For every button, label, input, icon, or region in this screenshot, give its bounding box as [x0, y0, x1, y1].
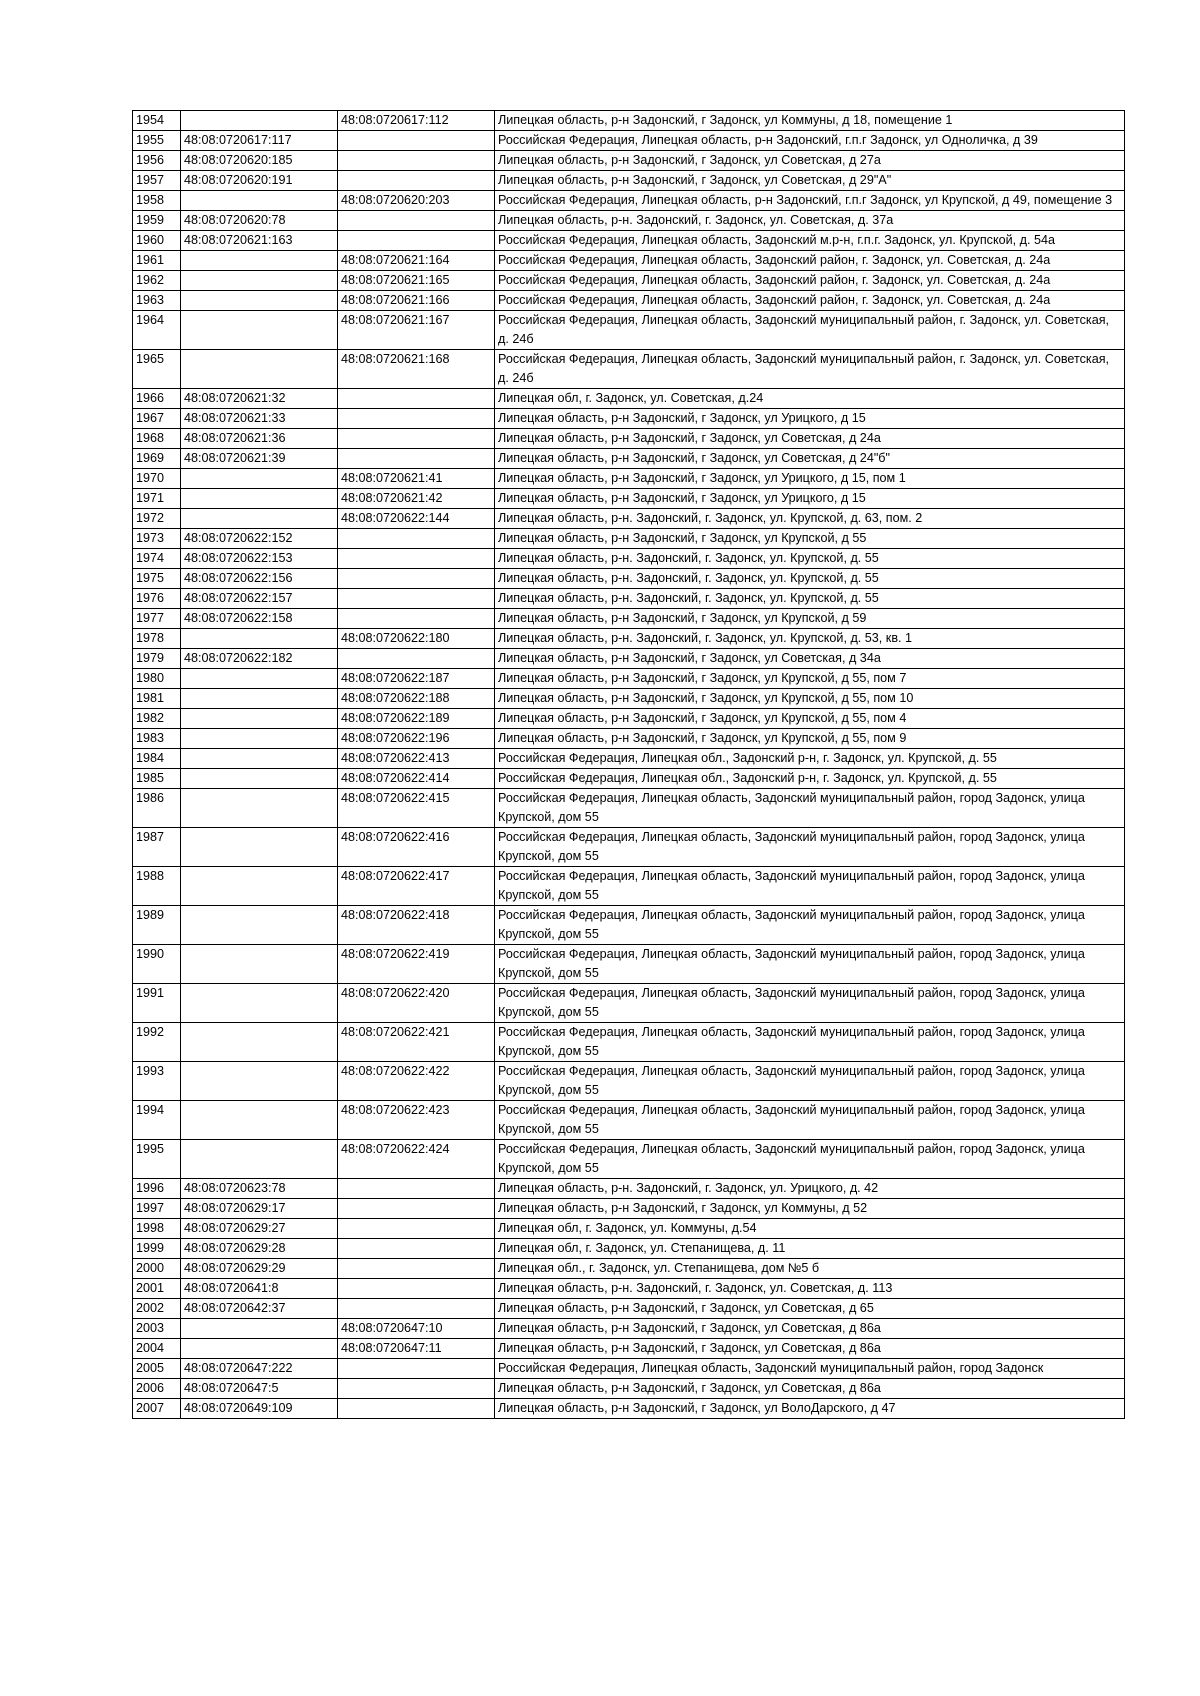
- cadastral-number-premises: 48:08:0720621:165: [338, 271, 495, 291]
- cadastral-number-building: [181, 1062, 338, 1101]
- row-number: 1974: [133, 549, 181, 569]
- cadastral-number-premises: 48:08:0720622:419: [338, 945, 495, 984]
- address: Российская Федерация, Липецкая область, Задонский муниципальный район, город Задонск, улица Крупской, дом 55: [495, 1101, 1125, 1140]
- cadastral-number-premises: [338, 609, 495, 629]
- row-number: 1958: [133, 191, 181, 211]
- address: Липецкая область, р-н. Задонский, г. Задонск, ул. Крупской, д. 53, кв. 1: [495, 629, 1125, 649]
- cadastral-number-premises: 48:08:0720622:144: [338, 509, 495, 529]
- row-number: 1997: [133, 1199, 181, 1219]
- registry-table-body: [133, 111, 1125, 1419]
- row-number: 2003: [133, 1319, 181, 1339]
- address: Липецкая область, р-н Задонский, г Задонск, ул Советская, д 86а: [495, 1339, 1125, 1359]
- address: Липецкая область, р-н. Задонский, г. Задонск, ул. Урицкого, д. 42: [495, 1179, 1125, 1199]
- table-row: [133, 251, 1125, 271]
- cadastral-number-premises: [338, 429, 495, 449]
- cadastral-number-premises: 48:08:0720622:180: [338, 629, 495, 649]
- row-number: 1985: [133, 769, 181, 789]
- row-number: 2001: [133, 1279, 181, 1299]
- row-number: 1999: [133, 1239, 181, 1259]
- cadastral-number-building: 48:08:0720617:117: [181, 131, 338, 151]
- table-row: [133, 689, 1125, 709]
- cadastral-number-building: [181, 906, 338, 945]
- row-number: 2007: [133, 1399, 181, 1419]
- cadastral-number-premises: 48:08:0720622:188: [338, 689, 495, 709]
- address: Российская Федерация, Липецкая область, Задонский муниципальный район, город Задонск, улица Крупской, дом 55: [495, 828, 1125, 867]
- cadastral-number-building: [181, 311, 338, 350]
- row-number: 1992: [133, 1023, 181, 1062]
- address: Липецкая область, р-н. Задонский, г. Задонск, ул. Крупской, д. 55: [495, 569, 1125, 589]
- table-row: [133, 211, 1125, 231]
- cadastral-number-premises: [338, 171, 495, 191]
- cadastral-number-building: 48:08:0720622:158: [181, 609, 338, 629]
- row-number: 1956: [133, 151, 181, 171]
- address: Липецкая область, р-н. Задонский, г. Задонск, ул. Крупской, д. 55: [495, 549, 1125, 569]
- table-row: [133, 1339, 1125, 1359]
- cadastral-number-building: 48:08:0720620:191: [181, 171, 338, 191]
- row-number: 1960: [133, 231, 181, 251]
- cadastral-number-premises: [338, 151, 495, 171]
- cadastral-number-premises: [338, 231, 495, 251]
- address: Липецкая обл, г. Задонск, ул. Советская, д.24: [495, 389, 1125, 409]
- table-row: [133, 1259, 1125, 1279]
- cadastral-number-premises: [338, 589, 495, 609]
- row-number: 1962: [133, 271, 181, 291]
- cadastral-number-building: [181, 729, 338, 749]
- cadastral-number-building: [181, 291, 338, 311]
- address: Российская Федерация, Липецкая обл., Задонский р-н, г. Задонск, ул. Крупской, д. 55: [495, 769, 1125, 789]
- address: Липецкая область, р-н Задонский, г Задонск, ул Крупской, д 55, пом 9: [495, 729, 1125, 749]
- cadastral-number-building: [181, 629, 338, 649]
- row-number: 1981: [133, 689, 181, 709]
- cadastral-number-premises: 48:08:0720622:423: [338, 1101, 495, 1140]
- address: Российская Федерация, Липецкая область, Задонский муниципальный район, г. Задонск, ул. Советская, д. 24б: [495, 350, 1125, 389]
- cadastral-number-premises: 48:08:0720621:168: [338, 350, 495, 389]
- cadastral-number-building: [181, 984, 338, 1023]
- address: Российская Федерация, Липецкая область, Задонский район, г. Задонск, ул. Советская, д. 24а: [495, 291, 1125, 311]
- cadastral-number-premises: 48:08:0720622:415: [338, 789, 495, 828]
- address: Липецкая область, р-н Задонский, г Задонск, ул Урицкого, д 15: [495, 489, 1125, 509]
- cadastral-number-building: [181, 789, 338, 828]
- table-row: [133, 1279, 1125, 1299]
- cadastral-number-building: [181, 945, 338, 984]
- cadastral-number-premises: 48:08:0720647:10: [338, 1319, 495, 1339]
- address: Российская Федерация, Липецкая область, Задонский муниципальный район, г. Задонск, ул. Советская, д. 24б: [495, 311, 1125, 350]
- table-row: [133, 1062, 1125, 1101]
- table-row: [133, 449, 1125, 469]
- row-number: 1955: [133, 131, 181, 151]
- cadastral-number-building: [181, 1319, 338, 1339]
- table-row: [133, 569, 1125, 589]
- address: Липецкая область, р-н Задонский, г Задонск, ул Крупской, д 55, пом 4: [495, 709, 1125, 729]
- cadastral-number-building: 48:08:0720622:156: [181, 569, 338, 589]
- cadastral-number-premises: 48:08:0720620:203: [338, 191, 495, 211]
- row-number: 1978: [133, 629, 181, 649]
- table-row: [133, 867, 1125, 906]
- table-row: [133, 649, 1125, 669]
- row-number: 1984: [133, 749, 181, 769]
- cadastral-number-premises: [338, 211, 495, 231]
- address: Российская Федерация, Липецкая область, Задонский муниципальный район, город Задонск, улица Крупской, дом 55: [495, 1023, 1125, 1062]
- cadastral-number-building: 48:08:0720622:152: [181, 529, 338, 549]
- table-row: [133, 311, 1125, 350]
- cadastral-number-building: [181, 191, 338, 211]
- address: Липецкая область, р-н. Задонский, г. Задонск, ул. Крупской, д. 55: [495, 589, 1125, 609]
- cadastral-number-premises: 48:08:0720621:164: [338, 251, 495, 271]
- registry-table: [132, 110, 1125, 1419]
- cadastral-number-building: [181, 1339, 338, 1359]
- cadastral-number-premises: 48:08:0720622:421: [338, 1023, 495, 1062]
- row-number: 1977: [133, 609, 181, 629]
- row-number: 1975: [133, 569, 181, 589]
- cadastral-number-building: 48:08:0720622:153: [181, 549, 338, 569]
- cadastral-number-building: 48:08:0720629:17: [181, 1199, 338, 1219]
- address: Липецкая область, р-н. Задонский, г. Задонск, ул. Крупской, д. 63, пом. 2: [495, 509, 1125, 529]
- cadastral-number-premises: [338, 1199, 495, 1219]
- row-number: 1969: [133, 449, 181, 469]
- row-number: 1983: [133, 729, 181, 749]
- cadastral-number-premises: [338, 1399, 495, 1419]
- cadastral-number-building: [181, 669, 338, 689]
- cadastral-number-building: 48:08:0720642:37: [181, 1299, 338, 1319]
- row-number: 1959: [133, 211, 181, 231]
- cadastral-number-building: [181, 1023, 338, 1062]
- table-row: [133, 769, 1125, 789]
- row-number: 1996: [133, 1179, 181, 1199]
- cadastral-number-building: [181, 350, 338, 389]
- address: Липецкая область, р-н Задонский, г Задонск, ул Советская, д 86а: [495, 1379, 1125, 1399]
- table-row: [133, 1140, 1125, 1179]
- cadastral-number-building: 48:08:0720629:27: [181, 1219, 338, 1239]
- cadastral-number-premises: 48:08:0720621:166: [338, 291, 495, 311]
- table-row: [133, 509, 1125, 529]
- cadastral-number-premises: 48:08:0720621:42: [338, 489, 495, 509]
- address: Российская Федерация, Липецкая область, р-н Задонский, г.п.г Задонск, ул Крупской, д 49, помещение 3: [495, 191, 1125, 211]
- row-number: 1970: [133, 469, 181, 489]
- address: Российская Федерация, Липецкая область, Задонский муниципальный район, город Задонск, улица Крупской, дом 55: [495, 906, 1125, 945]
- row-number: 1966: [133, 389, 181, 409]
- table-row: [133, 945, 1125, 984]
- table-row: [133, 409, 1125, 429]
- cadastral-number-premises: 48:08:0720622:418: [338, 906, 495, 945]
- address: Российская Федерация, Липецкая область, Задонский муниципальный район, город Задонск, улица Крупской, дом 55: [495, 867, 1125, 906]
- cadastral-number-building: [181, 769, 338, 789]
- cadastral-number-premises: [338, 1379, 495, 1399]
- table-row: [133, 171, 1125, 191]
- address: Липецкая область, р-н Задонский, г Задонск, ул Советская, д 34а: [495, 649, 1125, 669]
- cadastral-number-building: [181, 709, 338, 729]
- cadastral-number-premises: 48:08:0720622:420: [338, 984, 495, 1023]
- table-row: [133, 984, 1125, 1023]
- row-number: 1988: [133, 867, 181, 906]
- cadastral-number-building: 48:08:0720620:185: [181, 151, 338, 171]
- cadastral-number-premises: [338, 389, 495, 409]
- address: Российская Федерация, Липецкая область, Задонский муниципальный район, город Задонск, улица Крупской, дом 55: [495, 945, 1125, 984]
- cadastral-number-building: 48:08:0720621:33: [181, 409, 338, 429]
- table-row: [133, 529, 1125, 549]
- address: Российская Федерация, Липецкая область, Задонский муниципальный район, город Задонск: [495, 1359, 1125, 1379]
- row-number: 2002: [133, 1299, 181, 1319]
- row-number: 1979: [133, 649, 181, 669]
- cadastral-number-premises: [338, 409, 495, 429]
- address: Российская Федерация, Липецкая область, Задонский район, г. Задонск, ул. Советская, д. 24а: [495, 251, 1125, 271]
- cadastral-number-premises: [338, 1299, 495, 1319]
- table-row: [133, 231, 1125, 251]
- cadastral-number-building: [181, 1101, 338, 1140]
- cadastral-number-building: 48:08:0720621:39: [181, 449, 338, 469]
- table-row: [133, 749, 1125, 769]
- address: Липецкая область, р-н Задонский, г Задонск, ул Коммуны, д 52: [495, 1199, 1125, 1219]
- address: Липецкая область, р-н Задонский, г Задонск, ул Коммуны, д 18, помещение 1: [495, 111, 1125, 131]
- cadastral-number-building: [181, 271, 338, 291]
- table-row: [133, 789, 1125, 828]
- address: Липецкая область, р-н. Задонский, г. Задонск, ул. Советская, д. 113: [495, 1279, 1125, 1299]
- cadastral-number-building: 48:08:0720641:8: [181, 1279, 338, 1299]
- table-row: [133, 906, 1125, 945]
- cadastral-number-premises: 48:08:0720622:424: [338, 1140, 495, 1179]
- cadastral-number-building: [181, 111, 338, 131]
- row-number: 1989: [133, 906, 181, 945]
- cadastral-number-premises: 48:08:0720622:422: [338, 1062, 495, 1101]
- row-number: 2004: [133, 1339, 181, 1359]
- address: Российская Федерация, Липецкая область, Задонский муниципальный район, город Задонск, улица Крупской, дом 55: [495, 984, 1125, 1023]
- address: Липецкая область, р-н Задонский, г Задонск, ул Советская, д 86а: [495, 1319, 1125, 1339]
- table-row: [133, 1319, 1125, 1339]
- row-number: 2000: [133, 1259, 181, 1279]
- row-number: 1993: [133, 1062, 181, 1101]
- address: Липецкая обл, г. Задонск, ул. Степанищева, д. 11: [495, 1239, 1125, 1259]
- cadastral-number-premises: [338, 1239, 495, 1259]
- row-number: 1964: [133, 311, 181, 350]
- cadastral-number-premises: 48:08:0720622:196: [338, 729, 495, 749]
- cadastral-number-building: 48:08:0720620:78: [181, 211, 338, 231]
- row-number: 1954: [133, 111, 181, 131]
- address: Липецкая область, р-н Задонский, г Задонск, ул Урицкого, д 15: [495, 409, 1125, 429]
- cadastral-number-building: 48:08:0720629:29: [181, 1259, 338, 1279]
- cadastral-number-premises: 48:08:0720622:417: [338, 867, 495, 906]
- address: Российская Федерация, Липецкая область, Задонский муниципальный район, город Задонск, улица Крупской, дом 55: [495, 1140, 1125, 1179]
- address: Липецкая область, р-н Задонский, г Задонск, ул Советская, д 27а: [495, 151, 1125, 171]
- cadastral-number-premises: [338, 131, 495, 151]
- cadastral-number-building: [181, 1140, 338, 1179]
- table-row: [133, 1379, 1125, 1399]
- table-row: [133, 1199, 1125, 1219]
- row-number: 2005: [133, 1359, 181, 1379]
- cadastral-number-building: [181, 251, 338, 271]
- table-row: [133, 469, 1125, 489]
- cadastral-number-premises: 48:08:0720617:112: [338, 111, 495, 131]
- cadastral-number-premises: [338, 569, 495, 589]
- address: Российская Федерация, Липецкая область, Задонский м.р-н, г.п.г. Задонск, ул. Крупской, д. 54а: [495, 231, 1125, 251]
- address: Липецкая область, р-н Задонский, г Задонск, ул Урицкого, д 15, пом 1: [495, 469, 1125, 489]
- row-number: 1971: [133, 489, 181, 509]
- table-row: [133, 729, 1125, 749]
- address: Липецкая область, р-н Задонский, г Задонск, ул Крупской, д 55, пом 7: [495, 669, 1125, 689]
- row-number: 1991: [133, 984, 181, 1023]
- table-row: [133, 1101, 1125, 1140]
- address: Российская Федерация, Липецкая область, р-н Задонский, г.п.г Задонск, ул Одноличка, д 39: [495, 131, 1125, 151]
- address: Российская Федерация, Липецкая обл., Задонский р-н, г. Задонск, ул. Крупской, д. 55: [495, 749, 1125, 769]
- row-number: 1976: [133, 589, 181, 609]
- cadastral-number-building: 48:08:0720649:109: [181, 1399, 338, 1419]
- table-row: [133, 1399, 1125, 1419]
- address: Липецкая область, р-н Задонский, г Задонск, ул Советская, д 24а: [495, 429, 1125, 449]
- table-row: [133, 389, 1125, 409]
- cadastral-number-building: [181, 469, 338, 489]
- cadastral-number-premises: 48:08:0720622:413: [338, 749, 495, 769]
- address: Российская Федерация, Липецкая область, Задонский район, г. Задонск, ул. Советская, д. 24а: [495, 271, 1125, 291]
- row-number: 1972: [133, 509, 181, 529]
- table-row: [133, 589, 1125, 609]
- cadastral-number-building: [181, 828, 338, 867]
- row-number: 1967: [133, 409, 181, 429]
- cadastral-number-premises: [338, 1219, 495, 1239]
- cadastral-number-building: 48:08:0720621:32: [181, 389, 338, 409]
- address: Липецкая область, р-н. Задонский, г. Задонск, ул. Советская, д. 37а: [495, 211, 1125, 231]
- row-number: 1986: [133, 789, 181, 828]
- cadastral-number-building: [181, 749, 338, 769]
- table-row: [133, 151, 1125, 171]
- cadastral-number-premises: [338, 1179, 495, 1199]
- table-row: [133, 131, 1125, 151]
- table-row: [133, 828, 1125, 867]
- cadastral-number-building: [181, 489, 338, 509]
- cadastral-number-premises: 48:08:0720621:41: [338, 469, 495, 489]
- address: Липецкая область, р-н Задонский, г Задонск, ул Крупской, д 55: [495, 529, 1125, 549]
- row-number: 2006: [133, 1379, 181, 1399]
- row-number: 1980: [133, 669, 181, 689]
- cadastral-number-building: [181, 509, 338, 529]
- table-row: [133, 191, 1125, 211]
- table-row: [133, 489, 1125, 509]
- cadastral-number-premises: 48:08:0720647:11: [338, 1339, 495, 1359]
- address: Российская Федерация, Липецкая область, Задонский муниципальный район, город Задонск, улица Крупской, дом 55: [495, 789, 1125, 828]
- address: Липецкая обл., г. Задонск, ул. Степанищева, дом №5 б: [495, 1259, 1125, 1279]
- address: Липецкая область, р-н Задонский, г Задонск, ул Крупской, д 55, пом 10: [495, 689, 1125, 709]
- cadastral-number-building: 48:08:0720623:78: [181, 1179, 338, 1199]
- cadastral-number-building: 48:08:0720647:5: [181, 1379, 338, 1399]
- cadastral-number-building: [181, 689, 338, 709]
- table-row: [133, 271, 1125, 291]
- cadastral-number-building: [181, 867, 338, 906]
- table-row: [133, 350, 1125, 389]
- row-number: 1965: [133, 350, 181, 389]
- address: Липецкая область, р-н Задонский, г Задонск, ул Советская, д 65: [495, 1299, 1125, 1319]
- address: Липецкая область, р-н Задонский, г Задонск, ул Советская, д 24"б": [495, 449, 1125, 469]
- cadastral-number-premises: 48:08:0720622:187: [338, 669, 495, 689]
- cadastral-number-building: 48:08:0720622:182: [181, 649, 338, 669]
- cadastral-number-premises: 48:08:0720622:189: [338, 709, 495, 729]
- cadastral-number-premises: 48:08:0720622:416: [338, 828, 495, 867]
- table-row: [133, 629, 1125, 649]
- cadastral-number-premises: [338, 549, 495, 569]
- table-row: [133, 1179, 1125, 1199]
- cadastral-number-premises: [338, 1279, 495, 1299]
- row-number: 1998: [133, 1219, 181, 1239]
- table-row: [133, 291, 1125, 311]
- table-row: [133, 1299, 1125, 1319]
- row-number: 1982: [133, 709, 181, 729]
- row-number: 1994: [133, 1101, 181, 1140]
- cadastral-number-premises: 48:08:0720621:167: [338, 311, 495, 350]
- table-row: [133, 549, 1125, 569]
- row-number: 1963: [133, 291, 181, 311]
- cadastral-number-building: 48:08:0720629:28: [181, 1239, 338, 1259]
- table-row: [133, 609, 1125, 629]
- table-row: [133, 1219, 1125, 1239]
- row-number: 1957: [133, 171, 181, 191]
- row-number: 1973: [133, 529, 181, 549]
- address: Липецкая область, р-н Задонский, г Задонск, ул Крупской, д 59: [495, 609, 1125, 629]
- address: Липецкая обл, г. Задонск, ул. Коммуны, д.54: [495, 1219, 1125, 1239]
- table-row: [133, 1023, 1125, 1062]
- address: Липецкая область, р-н Задонский, г Задонск, ул Советская, д 29"А": [495, 171, 1125, 191]
- cadastral-number-premises: [338, 1259, 495, 1279]
- cadastral-number-building: 48:08:0720622:157: [181, 589, 338, 609]
- address: Липецкая область, р-н Задонский, г Задонск, ул ВолоДарского, д 47: [495, 1399, 1125, 1419]
- cadastral-number-premises: [338, 529, 495, 549]
- table-row: [133, 111, 1125, 131]
- row-number: 1990: [133, 945, 181, 984]
- row-number: 1961: [133, 251, 181, 271]
- row-number: 1987: [133, 828, 181, 867]
- row-number: 1995: [133, 1140, 181, 1179]
- cadastral-number-premises: [338, 449, 495, 469]
- cadastral-number-premises: [338, 1359, 495, 1379]
- table-row: [133, 669, 1125, 689]
- cadastral-number-premises: [338, 649, 495, 669]
- cadastral-number-building: 48:08:0720647:222: [181, 1359, 338, 1379]
- row-number: 1968: [133, 429, 181, 449]
- cadastral-number-building: 48:08:0720621:163: [181, 231, 338, 251]
- address: Российская Федерация, Липецкая область, Задонский муниципальный район, город Задонск, улица Крупской, дом 55: [495, 1062, 1125, 1101]
- cadastral-number-building: 48:08:0720621:36: [181, 429, 338, 449]
- table-row: [133, 1239, 1125, 1259]
- table-row: [133, 1359, 1125, 1379]
- cadastral-number-premises: 48:08:0720622:414: [338, 769, 495, 789]
- table-row: [133, 429, 1125, 449]
- table-row: [133, 709, 1125, 729]
